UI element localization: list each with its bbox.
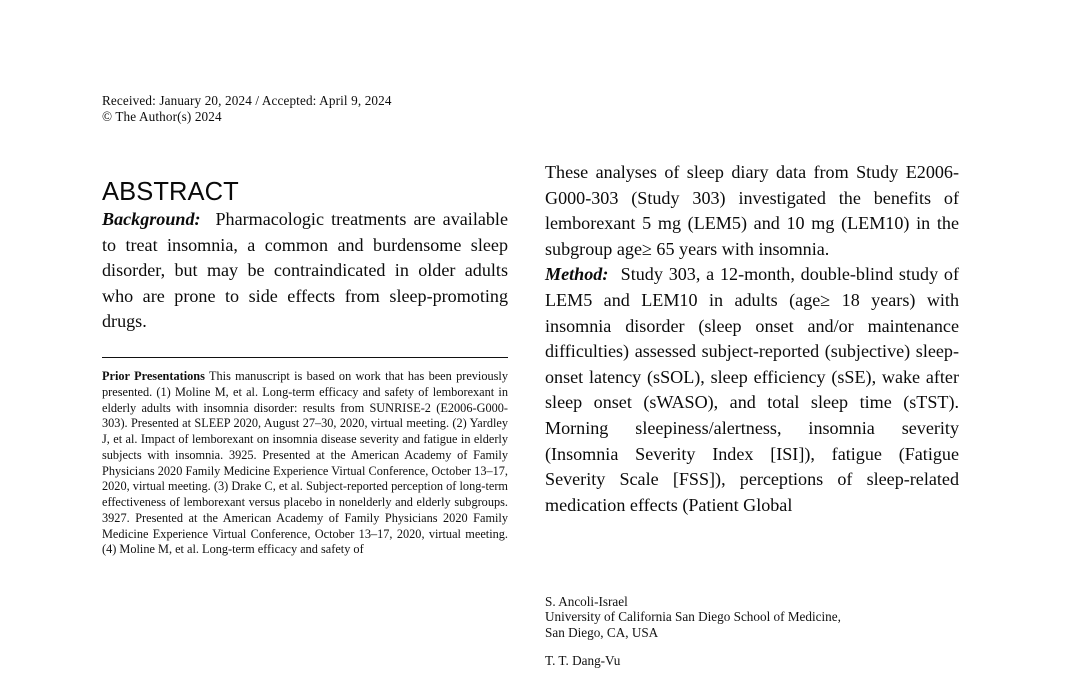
author-affiliations	[545, 594, 959, 669]
publication-header	[102, 93, 508, 124]
abstract-background-section	[102, 207, 508, 335]
footnote-divider	[102, 357, 508, 358]
footnote-text: This manuscript is based on work that has been previously presented. (1) Moline M, et al. Long-term efficacy and safety of lemborexant in elderly adults with insomnia disorder: results from SUNRISE-2 (E2006-G000-303). Presented at SLEEP 2020, August 27–30, 2020, virtual meeting. (2) Yardley J, et al. Impact of lemborexant on insomnia disease severity and fatigue in elderly subjects with insomnia. 3925. Presented at the American Academy of Family Physicians 2020 Family Medicine Experience Virtual Conference, October 13–17, 2020, virtual meeting. (3) Drake C, et al. Subject-reported perception of long-term effectiveness of lemborexant versus placebo in nonelderly and elderly subgroups. 3927. Presented at the American Academy of Family Physicians 2020 Family Medicine Experience Virtual Conference, October 13–17, 2020, virtual meeting. (4) Moline M, et al. Long-term efficacy and safety of	[102, 369, 508, 557]
footnote-prior-presentations	[102, 369, 508, 558]
footnote-paragraph	[102, 369, 508, 558]
abstract-heading: ABSTRACT	[102, 178, 239, 207]
abstract-paragraph	[545, 262, 959, 518]
copyright-line: © The Author(s) 2024	[102, 108, 222, 124]
abstract-section-label: Method	[545, 264, 603, 285]
footnote-label: Prior Presentations	[102, 369, 205, 383]
affiliation-entry	[545, 653, 959, 668]
author-name: T. T. Dang-Vu	[545, 653, 621, 669]
abstract-section-text: Study 303, a 12-month, double-blind study of LEM5 and LEM10 in adults (age≥ 18 years) with insomnia disorder (sleep onset and/or maintenance difficulties) assessed subject-reported (subjective) sleep-onset latency (sSOL), sleep efficiency (sSE), wake after sleep onset (sWASO), and total sleep time (sTST). Morning sleepiness/alertness, insomnia severity (Insomnia Severity Index [ISI]), fatigue (Fatigue Severity Scale [FSS]), perceptions of sleep-related medication effects (Patient Global	[545, 264, 959, 515]
abstract-label-gap	[201, 209, 216, 229]
abstract-section-text: Pharmacologic treatments are available to treat insomnia, a common and burdensome sleep disorder, but may be contraindicated in older adults who are prone to side effects from sleep-promoting drugs.	[102, 209, 508, 332]
author-institution: University of California San Diego School of Medicine,	[545, 609, 841, 625]
abstract-continuation	[545, 160, 959, 518]
abstract-label-gap	[608, 264, 620, 284]
author-location: San Diego, CA, USA	[545, 624, 659, 640]
abstract-section-text: These analyses of sleep diary data from Study E2006-G000-303 (Study 303) investigated the benefits of lemborexant 5 mg (LEM5) and 10 mg (LEM10) in the subgroup age≥ 65 years with insomnia.	[545, 162, 959, 259]
abstract-paragraph	[102, 207, 508, 335]
abstract-section-label: Background	[102, 209, 195, 229]
abstract-section-label-separator: :	[602, 264, 609, 285]
received-accepted-line: Received: January 20, 2024 / Accepted: April 9, 2024	[102, 93, 392, 108]
affiliation-entry	[545, 594, 959, 640]
right-column	[545, 0, 959, 675]
abstract-paragraph	[545, 160, 959, 262]
abstract-section-label-separator: :	[194, 209, 201, 229]
author-name: S. Ancoli-Israel	[545, 594, 628, 609]
left-column	[102, 0, 508, 675]
